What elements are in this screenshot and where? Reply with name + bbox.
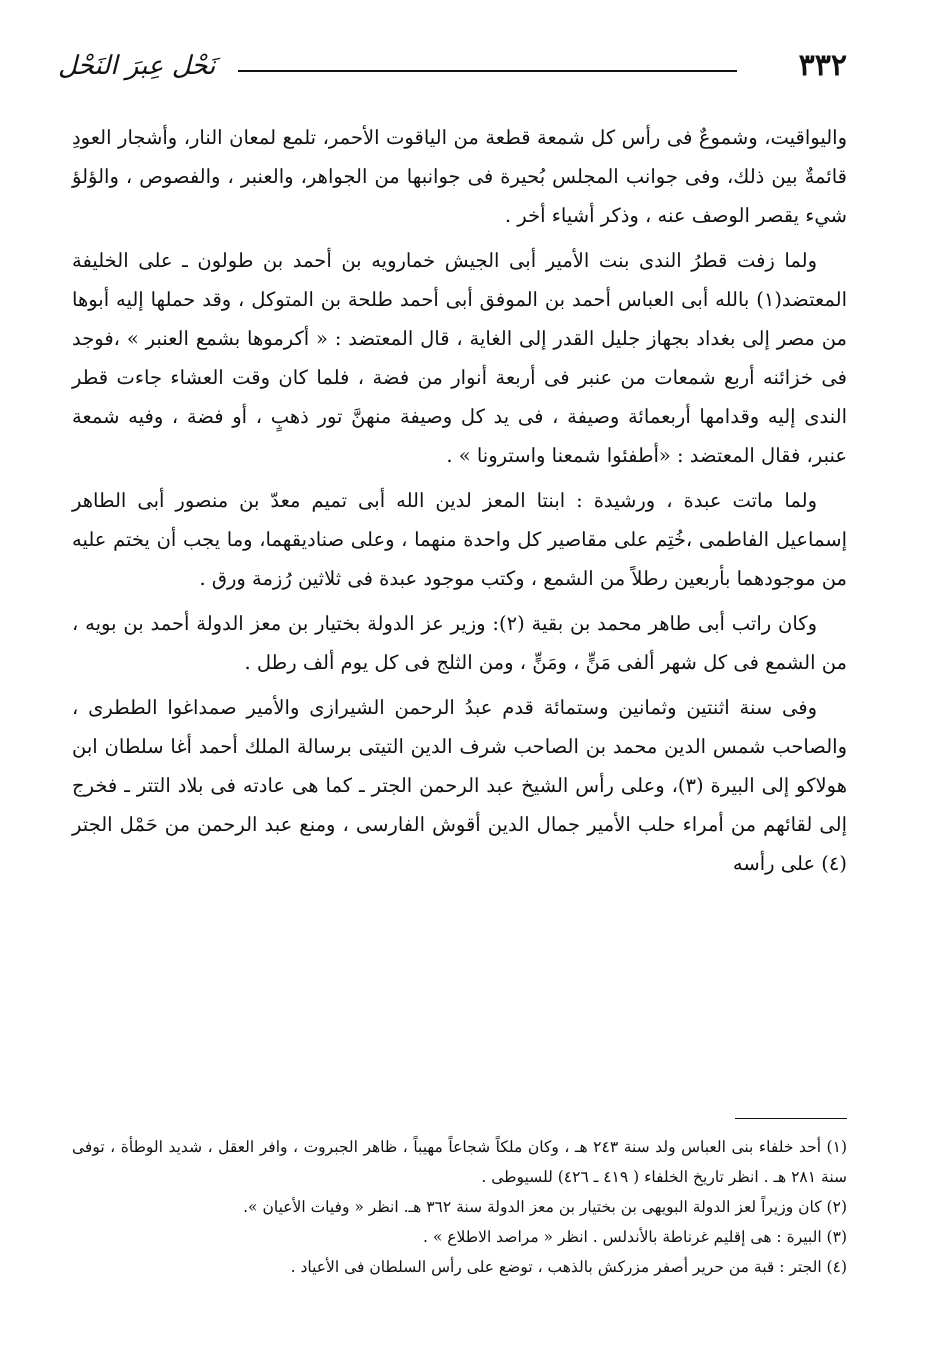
footnote: (٤) الجتر : قبة من حرير أصفر مزركش بالذهب ، توضع على رأس السلطان فى الأعياد .: [290, 1258, 847, 1276]
page-header: [58, 46, 847, 86]
paragraph: ولما ماتت عبدة ، ورشيدة : ابنتا المعز لدين الله أبى تميم معدّ بن منصور أبى الطاهر إسماعيل الفاطمى ،خُتِم على مقاصير كل واحدة منهما ، وعلى صناديقهما، وما يجب أن يختم عليه من موجودهما بأربعين رطلاً من الشمع ، وكتب موجود عبدة فى ثلاثين رُزمة ورق .: [72, 489, 847, 590]
page-number: ٣٣٢: [798, 48, 847, 83]
paragraph: ولما زفت قطرُ الندى بنت الأمير أبى الجيش خمارويه بن أحمد بن طولون ـ على الخليفة المعتضد(١) بالله أبى العباس أحمد بن الموفق أبى أحمد طلحة بن المتوكل ، وقد حملها إليه أبوها من مصر إلى بغداد بجهاز جليل القدر إلى الغاية ، قال المعتضد : « أكرموها بشمع العنبر » ،فوجد فى خزائنه أربع شمعات من عنبر فى أربعة أنوار من فضة ، فلما كان وقت العشاء جاءت قطر الندى إليه وقدامها أربعمائة وصيفة ، فى يد كل وصيفة منهنَّ تور ذهبٍ ، أو فضة ، وفيه شمعة عنبر، فقال المعتضد : «أطفئوا شمعنا واسترونا » .: [72, 249, 847, 467]
paragraph: واليواقيت، وشموعٌ فى رأس كل شمعة قطعة من الياقوت الأحمر، تلمع لمعان النار، وأشجار العودِ قائمةٌ بين ذلك، وفى جوانب المجلس بُحيرة فى جوانبها من الجواهر، والعنبر ، والفصوص ، والؤلؤ شيء يقصر الوصف عنه ، وذكر أشياء أخر .: [72, 126, 847, 227]
footnotes: [72, 1132, 847, 1282]
header-rule: [238, 70, 737, 72]
footnote-separator: [735, 1118, 847, 1119]
footnote: (٢) كان وزيراً لعز الدولة البويهى بن بختيار بن معز الدولة سنة ٣٦٢ هـ. انظر « وفيات الأعيان ».: [243, 1198, 847, 1216]
paragraph: وكان راتب أبى طاهر محمد بن بقية (٢): وزير عز الدولة بختيار بن معز الدولة أحمد بن بويه ، من الشمع فى كل شهر ألفى مَنٍّ ، ومَنٍّ ، ومن الثلج فى كل يوم ألف رطل .: [72, 612, 847, 674]
paragraph: وفى سنة اثنتين وثمانين وستمائة قدم عبدُ الرحمن الشيرازى والأمير صمداغوا الططرى ، والصاحب شمس الدين محمد بن الصاحب شرف الدين التيتى برسالة الملك أحمد أغا سلطان ابن هولاكو إلى البيرة (٣)، وعلى رأس الشيخ عبد الرحمن الجتر ـ كما هى عادته فى بلاد التتر ـ فخرج إلى لقائهم من أمراء حلب الأمير جمال الدين أقوش الفارسى ، ومنع عبد الرحمن من حَمْل الجتر (٤) على رأسه: [72, 696, 847, 875]
running-title: نَحْل عِبرَ النَحْل: [58, 51, 216, 81]
footnote: (١) أحد خلفاء بنى العباس ولد سنة ٢٤٣ هـ ، وكان ملكاً شجاعاً مهيباً ، ظاهر الجبروت ، وافر العقل ، شديد الوطأة ، توفى سنة ٢٨١ هـ . انظر تاريخ الخلفاء ( ٤١٩ ـ ٤٢٦) للسيوطى .: [72, 1138, 847, 1186]
footnote: (٣) البيرة : هى إقليم غرناطة بالأندلس . انظر « مراصد الاطلاع » .: [423, 1228, 847, 1246]
main-text: [72, 118, 847, 889]
